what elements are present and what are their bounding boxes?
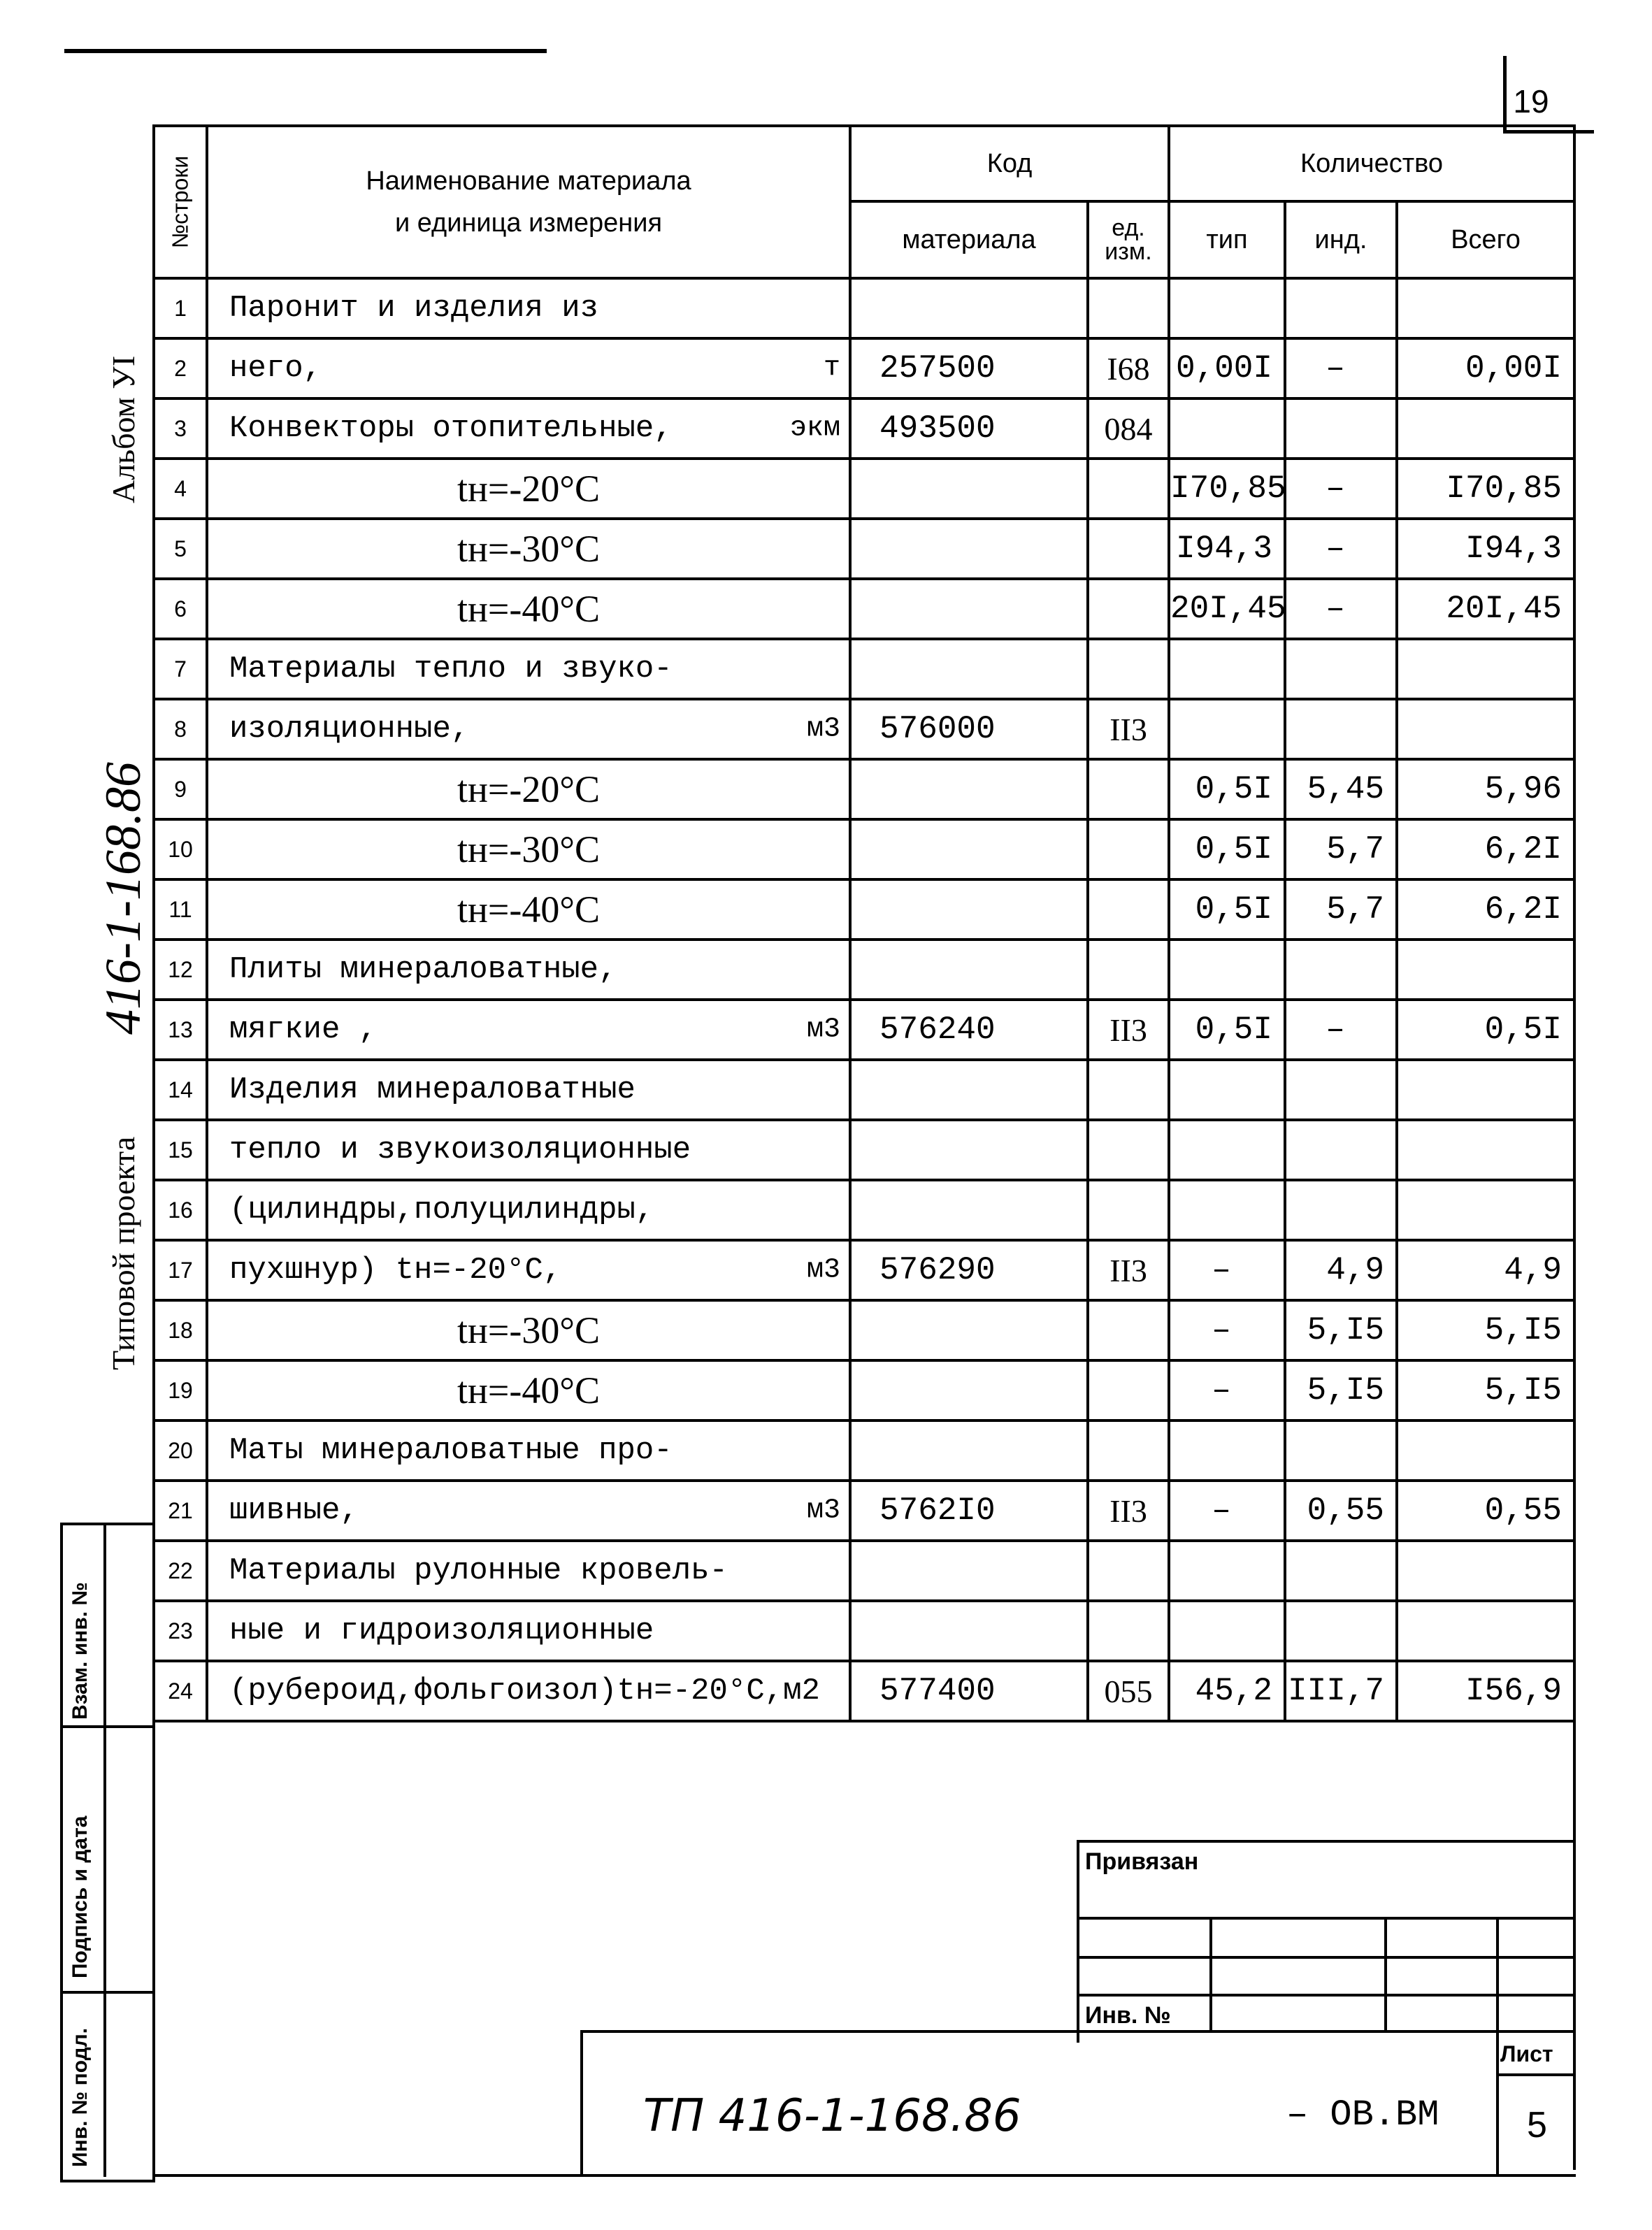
qty-ind — [1285, 1120, 1397, 1180]
material-name-text: шивные, — [229, 1493, 359, 1528]
qty-type — [1169, 639, 1285, 699]
material-name — [207, 1180, 850, 1240]
qty-type: 0,5I — [1169, 1000, 1285, 1060]
material-name-text: tн=-30°C — [457, 1309, 600, 1351]
qty-type — [1169, 1120, 1285, 1180]
material-name — [207, 398, 850, 459]
material-name-text: Конвекторы отопительные, — [229, 411, 673, 446]
material-name-text: tн=-30°C — [457, 828, 600, 870]
material-name — [207, 1360, 850, 1420]
material-name-text: изоляционные, — [229, 712, 470, 747]
material-name — [207, 1120, 850, 1180]
album-label: Альбом УI — [106, 355, 141, 503]
qty-ind: – — [1285, 1000, 1397, 1060]
table-row — [154, 759, 1574, 819]
row-number: 15 — [154, 1120, 207, 1180]
qty-type: 0,5I — [1169, 879, 1285, 940]
qty-total: 0,5I — [1397, 1000, 1574, 1060]
material-code — [850, 519, 1088, 579]
table-row — [154, 1120, 1574, 1180]
material-unit: т — [823, 352, 840, 384]
material-name — [207, 278, 850, 338]
table-row — [154, 519, 1574, 579]
material-name — [207, 1481, 850, 1541]
material-code: 576240 — [850, 1000, 1088, 1060]
qty-ind — [1285, 1060, 1397, 1120]
unit-code — [1088, 1120, 1169, 1180]
unit-code — [1088, 1360, 1169, 1420]
material-name-text: (цилиндры,полуцилиндры, — [229, 1193, 654, 1228]
material-unit: м3 — [806, 1014, 840, 1046]
table-row — [154, 1420, 1574, 1481]
material-name-text: ные и гидроизоляционные — [229, 1613, 654, 1648]
unit-code — [1088, 579, 1169, 639]
qty-ind: – — [1285, 459, 1397, 519]
tb-line — [580, 2030, 583, 2177]
unit-code — [1088, 278, 1169, 338]
project-label: Типовой проекта — [106, 1136, 141, 1370]
qty-ind — [1285, 398, 1397, 459]
tb-line — [1496, 1917, 1499, 2177]
material-code — [850, 1541, 1088, 1601]
qty-total: 5,I5 — [1397, 1360, 1574, 1420]
unit-code — [1088, 879, 1169, 940]
row-number: 20 — [154, 1420, 207, 1481]
material-name — [207, 1240, 850, 1300]
material-code — [850, 1180, 1088, 1240]
qty-type: 0,5I — [1169, 759, 1285, 819]
material-name — [207, 1060, 850, 1120]
material-name-text: tн=-20°C — [457, 768, 600, 810]
tb-line — [1077, 1840, 1576, 1843]
material-code — [850, 639, 1088, 699]
row-number: 16 — [154, 1180, 207, 1240]
material-name — [207, 759, 850, 819]
col-header-name: Наименование материала и единица измерения — [207, 126, 850, 278]
unit-code: II3 — [1088, 699, 1169, 759]
material-code: 5762I0 — [850, 1481, 1088, 1541]
qty-total: 5,I5 — [1397, 1300, 1574, 1360]
row-number: 23 — [154, 1601, 207, 1661]
qty-type — [1169, 1420, 1285, 1481]
material-name — [207, 1541, 850, 1601]
qty-total: I56,9 — [1397, 1661, 1574, 1721]
row-number: 7 — [154, 639, 207, 699]
project-code: 416-1-168.86 — [95, 762, 151, 1035]
qty-type — [1169, 278, 1285, 338]
unit-code — [1088, 519, 1169, 579]
privyazan-label: Привязан — [1085, 1848, 1199, 1875]
qty-total: 0,55 — [1397, 1481, 1574, 1541]
qty-ind: – — [1285, 338, 1397, 398]
unit-code — [1088, 639, 1169, 699]
qty-total — [1397, 1420, 1574, 1481]
document-code: ТП 416-1-168.86 — [643, 2090, 1021, 2142]
col-header-ind: инд. — [1285, 201, 1397, 278]
qty-type: 45,2 — [1169, 1661, 1285, 1721]
material-name-text: Изделия минераловатные — [229, 1072, 635, 1107]
material-code — [850, 940, 1088, 1000]
material-name-text: Маты минераловатные про- — [229, 1433, 673, 1468]
qty-ind: – — [1285, 519, 1397, 579]
row-number: 1 — [154, 278, 207, 338]
qty-type: – — [1169, 1360, 1285, 1420]
qty-total — [1397, 398, 1574, 459]
tb-line — [1384, 1917, 1387, 2033]
material-code — [850, 1120, 1088, 1180]
qty-ind: 5,I5 — [1285, 1300, 1397, 1360]
table-row — [154, 1000, 1574, 1060]
tb-line — [580, 2030, 1576, 2033]
row-number: 8 — [154, 699, 207, 759]
stamp-vzam-inv: Взам. инв. № — [69, 1582, 92, 1720]
qty-ind — [1285, 639, 1397, 699]
stamp-divider — [60, 1523, 152, 1525]
qty-total — [1397, 940, 1574, 1000]
unit-code — [1088, 1060, 1169, 1120]
unit-code: I68 — [1088, 338, 1169, 398]
material-name — [207, 1000, 850, 1060]
material-name — [207, 819, 850, 879]
material-unit: м3 — [806, 713, 840, 745]
table-row — [154, 1360, 1574, 1420]
qty-type: 0,5I — [1169, 819, 1285, 879]
material-code — [850, 759, 1088, 819]
material-code — [850, 1420, 1088, 1481]
table-row — [154, 1481, 1574, 1541]
unit-code — [1088, 940, 1169, 1000]
qty-type — [1169, 1180, 1285, 1240]
qty-total — [1397, 1060, 1574, 1120]
row-number: 17 — [154, 1240, 207, 1300]
material-unit: экм — [789, 412, 840, 445]
stamp-divider — [60, 1725, 152, 1728]
qty-type: 0,00I — [1169, 338, 1285, 398]
material-name-text: tн=-20°C — [457, 468, 600, 510]
material-name — [207, 940, 850, 1000]
unit-code — [1088, 819, 1169, 879]
unit-code: II3 — [1088, 1240, 1169, 1300]
qty-ind — [1285, 940, 1397, 1000]
qty-ind: 5,7 — [1285, 879, 1397, 940]
qty-type: I70,85 — [1169, 459, 1285, 519]
material-unit: м3 — [806, 1495, 840, 1527]
material-name-text: (рубероид,фольгоизол)tн=-20°C,м2 — [229, 1674, 820, 1709]
qty-ind: III,7 — [1285, 1661, 1397, 1721]
qty-ind — [1285, 1420, 1397, 1481]
col-header-code-material: материала — [850, 201, 1088, 278]
row-number: 12 — [154, 940, 207, 1000]
qty-total: 6,2I — [1397, 879, 1574, 940]
document-suffix: – ОВ.ВМ — [1286, 2094, 1439, 2136]
material-name-text: Плиты минераловатные, — [229, 952, 617, 987]
material-name — [207, 519, 850, 579]
col-header-total: Всего — [1397, 201, 1574, 278]
material-unit: м3 — [806, 1254, 840, 1286]
qty-total — [1397, 1120, 1574, 1180]
qty-ind — [1285, 699, 1397, 759]
material-code: 577400 — [850, 1661, 1088, 1721]
materials-table — [152, 124, 1576, 2170]
material-name-text: Паронит и изделия из — [229, 291, 599, 326]
qty-ind: 5,I5 — [1285, 1360, 1397, 1420]
table-row — [154, 1300, 1574, 1360]
col-header-quantity: Количество — [1169, 126, 1574, 201]
qty-type: – — [1169, 1300, 1285, 1360]
sheet-label: Лист — [1500, 2041, 1553, 2066]
unit-code: 084 — [1088, 398, 1169, 459]
material-name — [207, 579, 850, 639]
row-number: 14 — [154, 1060, 207, 1120]
material-name — [207, 879, 850, 940]
unit-code — [1088, 759, 1169, 819]
row-number: 22 — [154, 1541, 207, 1601]
table-row — [154, 699, 1574, 759]
qty-type: I94,3 — [1169, 519, 1285, 579]
row-number: 9 — [154, 759, 207, 819]
table-row — [154, 639, 1574, 699]
material-name-text: Материалы тепло и звуко- — [229, 652, 673, 686]
row-number: 11 — [154, 879, 207, 940]
material-code — [850, 819, 1088, 879]
row-number: 10 — [154, 819, 207, 879]
qty-total — [1397, 1601, 1574, 1661]
qty-type: – — [1169, 1481, 1285, 1541]
unit-code — [1088, 1601, 1169, 1661]
inv-no-label: Инв. № — [1085, 2002, 1171, 2029]
material-name — [207, 338, 850, 398]
material-name — [207, 639, 850, 699]
table-row — [154, 1601, 1574, 1661]
material-name — [207, 1661, 850, 1721]
qty-type — [1169, 1060, 1285, 1120]
table-row — [154, 579, 1574, 639]
row-number: 4 — [154, 459, 207, 519]
stamp-inv-podl: Инв. № подл. — [69, 2027, 92, 2167]
material-name — [207, 1420, 850, 1481]
material-name-text: мягкие , — [229, 1012, 378, 1047]
tb-line — [1077, 1840, 1079, 2043]
material-code: 576290 — [850, 1240, 1088, 1300]
table-row — [154, 1060, 1574, 1120]
col-header-type: тип — [1169, 201, 1285, 278]
row-number: 2 — [154, 338, 207, 398]
stamp-podpis-data: Подпись и дата — [69, 1815, 92, 1978]
tb-line — [1496, 2073, 1576, 2076]
material-code: 493500 — [850, 398, 1088, 459]
qty-ind — [1285, 1541, 1397, 1601]
qty-total — [1397, 1180, 1574, 1240]
qty-ind: 5,7 — [1285, 819, 1397, 879]
table-row — [154, 879, 1574, 940]
material-code — [850, 1300, 1088, 1360]
unit-code: 055 — [1088, 1661, 1169, 1721]
material-name-text: пухшнур) tн=-20°C, — [229, 1253, 562, 1288]
table-row — [154, 459, 1574, 519]
material-name-text: него, — [229, 351, 322, 386]
material-name — [207, 699, 850, 759]
row-number: 13 — [154, 1000, 207, 1060]
material-name-text: tн=-30°C — [457, 528, 600, 570]
frame-bottom — [152, 2174, 1576, 2177]
qty-type — [1169, 699, 1285, 759]
table-row — [154, 940, 1574, 1000]
sheet-number-top: 19 — [1513, 83, 1549, 120]
tb-line — [1209, 1917, 1212, 2033]
material-name-text: tн=-40°C — [457, 588, 600, 630]
row-number: 5 — [154, 519, 207, 579]
tb-line — [1077, 1994, 1576, 1997]
table-row — [154, 1240, 1574, 1300]
material-code — [850, 1060, 1088, 1120]
table-row — [154, 1661, 1574, 1721]
qty-ind: 4,9 — [1285, 1240, 1397, 1300]
unit-code — [1088, 1300, 1169, 1360]
tb-line — [1077, 1956, 1576, 1959]
qty-total: 4,9 — [1397, 1240, 1574, 1300]
qty-ind: 5,45 — [1285, 759, 1397, 819]
qty-total: 5,96 — [1397, 759, 1574, 819]
qty-type: 20I,45 — [1169, 579, 1285, 639]
qty-total — [1397, 278, 1574, 338]
material-code — [850, 1601, 1088, 1661]
qty-total — [1397, 1541, 1574, 1601]
col-header-code-unit: ед. изм. — [1088, 201, 1169, 278]
material-name-text: tн=-40°C — [457, 889, 600, 930]
qty-type — [1169, 1601, 1285, 1661]
row-number: 19 — [154, 1360, 207, 1420]
col-header-code: Код — [850, 126, 1169, 201]
qty-total — [1397, 639, 1574, 699]
qty-total: 6,2I — [1397, 819, 1574, 879]
col-header-row-num: №строки — [154, 126, 207, 278]
qty-total: I70,85 — [1397, 459, 1574, 519]
table-row — [154, 338, 1574, 398]
qty-ind — [1285, 1601, 1397, 1661]
qty-total: I94,3 — [1397, 519, 1574, 579]
material-code — [850, 278, 1088, 338]
qty-type — [1169, 398, 1285, 459]
row-number: 21 — [154, 1481, 207, 1541]
tb-line — [1077, 1917, 1576, 1920]
material-name-text: Материалы рулонные кровель- — [229, 1553, 728, 1588]
table-row — [154, 278, 1574, 338]
table-row — [154, 1541, 1574, 1601]
row-number: 18 — [154, 1300, 207, 1360]
material-name-text: tн=-40°C — [457, 1369, 600, 1411]
top-rule — [64, 49, 547, 53]
material-name-text: тепло и звукоизоляционные — [229, 1132, 691, 1167]
qty-ind: 0,55 — [1285, 1481, 1397, 1541]
qty-total: 0,00I — [1397, 338, 1574, 398]
table-row — [154, 819, 1574, 879]
material-code: 576000 — [850, 699, 1088, 759]
stamp-divider — [103, 1523, 106, 2177]
table-row — [154, 398, 1574, 459]
qty-total — [1397, 699, 1574, 759]
material-name — [207, 459, 850, 519]
row-number: 3 — [154, 398, 207, 459]
material-code — [850, 879, 1088, 940]
unit-code: II3 — [1088, 1481, 1169, 1541]
qty-ind — [1285, 1180, 1397, 1240]
material-code — [850, 579, 1088, 639]
qty-ind: – — [1285, 579, 1397, 639]
unit-code — [1088, 1420, 1169, 1481]
unit-code — [1088, 1180, 1169, 1240]
unit-code — [1088, 1541, 1169, 1601]
material-code: 257500 — [850, 338, 1088, 398]
qty-type: – — [1169, 1240, 1285, 1300]
row-number: 24 — [154, 1661, 207, 1721]
row-number: 6 — [154, 579, 207, 639]
material-code — [850, 1360, 1088, 1420]
material-name — [207, 1300, 850, 1360]
qty-ind — [1285, 278, 1397, 338]
qty-total: 20I,45 — [1397, 579, 1574, 639]
unit-code: II3 — [1088, 1000, 1169, 1060]
stamp-divider — [60, 1991, 152, 1994]
material-name — [207, 1601, 850, 1661]
sheet-number-bottom: 5 — [1527, 2105, 1547, 2145]
qty-type — [1169, 940, 1285, 1000]
qty-type — [1169, 1541, 1285, 1601]
unit-code — [1088, 459, 1169, 519]
table-row — [154, 1180, 1574, 1240]
material-code — [850, 459, 1088, 519]
